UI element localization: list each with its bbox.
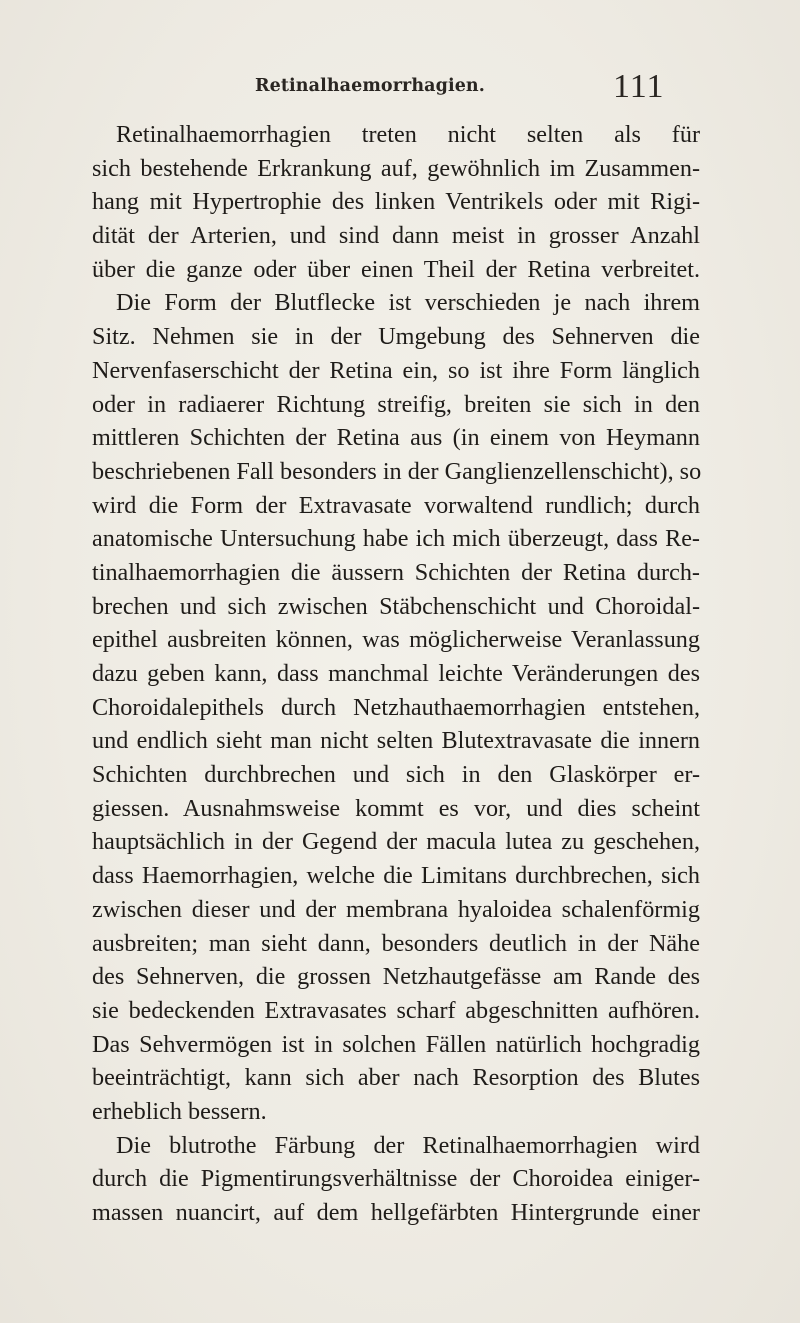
text-line: dazu geben kann, dass manchmal leichte Veränderungen des [92,660,700,687]
text-line: zwischen dieser und der membrana hyaloidea schalenförmig [92,895,700,923]
text-line: dass Haemorrhagien, welche die Limitans durchbrechen, sich [92,862,700,890]
text-line: hang mit Hypertrophie des linken Ventrikels oder mit Rigi- [92,188,700,216]
page-header [0,68,800,108]
text-line: giessen. Ausnahmsweise kommt es vor, und dies scheint [92,794,700,822]
text-line: Retinalhaemorrhagien treten nicht selten als für [116,121,700,148]
text-line: epithel ausbreiten können, was möglicherweise Veranlassung [92,626,700,654]
text-line: hauptsächlich in der Gegend der macula lutea zu geschehen, [92,828,700,856]
body-text [92,118,700,1230]
text-line: massen nuancirt, auf dem hellgefärbten Hintergrunde einer [92,1199,700,1226]
text-line: beschriebenen Fall besonders in der Ganglienzellenschicht), so [92,457,702,485]
text-line: tinalhaemorrhagien die äussern Schichten der Retina durch- [92,558,700,586]
text-line: anatomische Untersuchung habe ich mich überzeugt, dass Re- [92,525,700,553]
running-title: Retinalhaemorrhagien. [255,76,485,96]
text-line: Die Form der Blutflecke ist verschieden je nach ihrem [116,289,700,317]
text-line: Sitz. Nehmen sie in der Umgebung des Sehnerven die [92,323,700,351]
text-line: beeinträchtigt, kann sich aber nach Resorption des Blutes [92,1064,700,1092]
text-line: erheblich bessern. [92,1097,267,1125]
text-line: sie bedeckenden Extravasates scharf abgeschnitten aufhören. [92,996,700,1024]
text-line: oder in radiaerer Richtung streifig, breiten sie sich in den [92,390,700,418]
text-line: dität der Arterien, und sind dann meist in grosser Anzahl [92,222,700,250]
text-line: sich bestehende Erkrankung auf, gewöhnlich im Zusammen- [92,154,700,182]
page-number: 111 [613,68,665,105]
text-line: brechen und sich zwischen Stäbchenschicht und Choroidal- [92,592,700,620]
text-line: Nervenfaserschicht der Retina ein, so ist ihre Form länglich [92,356,700,384]
text-line: mittleren Schichten der Retina aus (in einem von Heymann [92,424,700,452]
text-line: des Sehnerven, die grossen Netzhautgefässe am Rande des [92,963,700,991]
text-line: Das Sehvermögen ist in solchen Fällen natürlich hochgradig [92,1030,700,1058]
text-line: und endlich sieht man nicht selten Blutextravasate die innern [92,727,700,755]
text-line: wird die Form der Extravasate vorwaltend rundlich; durch [92,491,700,519]
text-line: über die ganze oder über einen Theil der Retina verbreitet. [92,255,700,283]
text-line: ausbreiten; man sieht dann, besonders deutlich in der Nähe [92,929,700,957]
text-line: Schichten durchbrechen und sich in den Glaskörper er- [92,761,700,789]
text-line: Choroidalepithels durch Netzhauthaemorrhagien entstehen, [92,693,700,721]
text-line: durch die Pigmentirungsverhältnisse der Choroidea einiger- [92,1165,700,1193]
text-line: Die blutrothe Färbung der Retinalhaemorrhagien wird [116,1131,700,1159]
